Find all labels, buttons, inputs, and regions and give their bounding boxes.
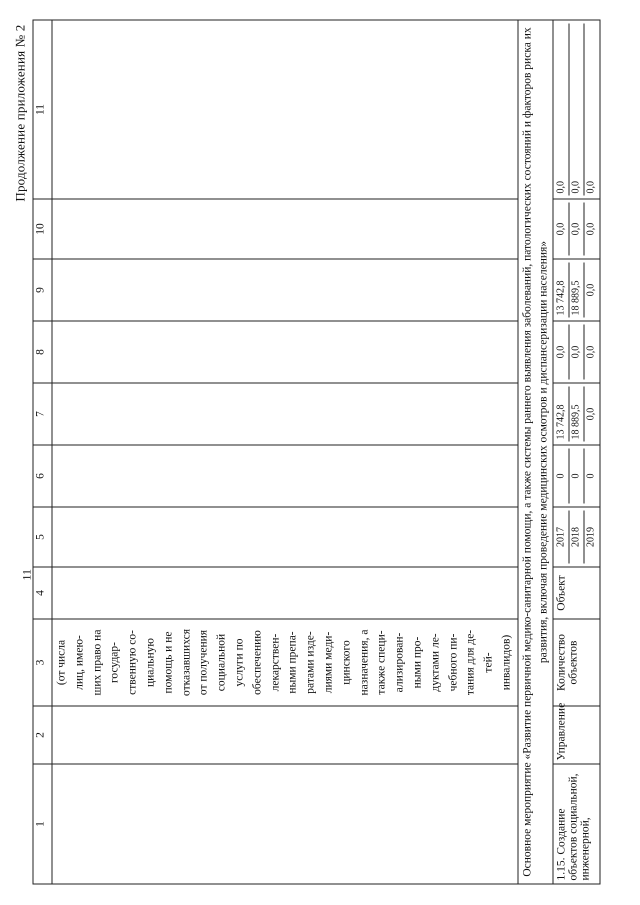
row-1-15-executor: Управление <box>553 706 600 764</box>
cell-3-line: ными про- <box>411 636 424 689</box>
row-1-15-years <box>553 507 600 567</box>
cell-6 <box>52 445 518 507</box>
cell-3-line: ственную со- <box>126 630 139 695</box>
section-title-row <box>518 20 553 884</box>
col6-2019: 0 <box>585 473 597 479</box>
cell-3-line: тей- <box>482 652 495 673</box>
col-num-8: 8 <box>33 321 52 383</box>
cell-3-line: чебного пи- <box>447 633 460 692</box>
row-1-15-col6 <box>553 445 600 507</box>
col9-2019: 0,0 <box>585 283 597 297</box>
col10-2017: 0,0 <box>554 203 569 256</box>
row-1-15-name: 1.15. Создание объектов социальной, инженерной, <box>553 764 600 884</box>
col-num-2: 2 <box>33 706 52 764</box>
col-num-6: 6 <box>33 445 52 507</box>
col8-2019: 0,0 <box>585 345 597 359</box>
col7-2019: 0,0 <box>585 407 597 421</box>
cell-3-line: инвалидов) <box>500 634 513 691</box>
cell-3-line: (от числа <box>55 639 68 686</box>
cell-8 <box>52 321 518 383</box>
cell-3-line: также специ- <box>375 630 388 695</box>
rotated-page <box>13 21 628 885</box>
cell-3-line: назначения, а <box>358 629 371 696</box>
col11-2019: 0,0 <box>585 181 597 194</box>
row-1-15-col9 <box>553 259 600 321</box>
col8-2018: 0,0 <box>569 325 584 380</box>
cell-10 <box>52 199 518 259</box>
cell-3-line: дуктами ле- <box>429 633 442 692</box>
col-num-7: 7 <box>33 383 52 445</box>
row-1-15-col10 <box>553 199 600 259</box>
cell-3-line: ратами изде- <box>304 631 317 694</box>
col7-2017: 13 742,8 <box>554 387 569 442</box>
cell-3-line: лекарствен- <box>269 633 282 692</box>
cell-3-line: отказавшихся <box>180 628 193 697</box>
cell-3-line: от получения <box>197 629 210 696</box>
col9-2018: 18 889,5 <box>569 263 584 318</box>
cell-3-line: циальную <box>144 638 157 687</box>
cell-3-line: лиц, имею- <box>73 635 86 690</box>
row-1-15-col7 <box>553 383 600 445</box>
cell-11 <box>52 20 518 199</box>
col9-2017: 13 742,8 <box>554 263 569 318</box>
cell-3-line: ализирован- <box>393 632 406 693</box>
cell-3-line: ными препа- <box>286 631 299 694</box>
col-num-5: 11 5 <box>33 507 52 567</box>
cell-1 <box>52 764 518 884</box>
cell-3-line: социальной <box>215 633 228 692</box>
col-num-1: 1 <box>33 764 52 884</box>
cell-5 <box>52 507 518 567</box>
col11-2018: 0,0 <box>569 24 584 196</box>
section-title: Основное мероприятие «Развитие первичной медико-санитарной помощи, а также системы раннего выявления заболеваний, патологических состояний и факторов риска их развития, включая проведение медицинских осмотров и диспансеризации населения» <box>518 20 553 884</box>
row-1-15-col8 <box>553 321 600 383</box>
col-num-3: 3 <box>33 619 52 706</box>
col8-2017: 0,0 <box>554 325 569 380</box>
header-mark: 11 <box>19 568 34 581</box>
col-num-4: 4 <box>33 567 52 619</box>
col10-2018: 0,0 <box>569 203 584 256</box>
cell-3-line: обеспечению <box>251 630 264 695</box>
year-2017: 2017 <box>554 511 569 564</box>
cell-3-line: государ- <box>108 642 121 683</box>
cell-3-line: лиями меди- <box>322 631 335 694</box>
cell-3-line: помощь и не <box>162 631 175 694</box>
continued-row <box>52 20 518 884</box>
col7-2018: 18 889,5 <box>569 387 584 442</box>
cell-3-text <box>52 619 518 706</box>
cell-4 <box>52 567 518 619</box>
col6-2018: 0 <box>569 449 584 504</box>
continuation-label: Продолжение приложения № 2 <box>12 24 28 202</box>
cell-3-line: ших право на <box>91 629 104 696</box>
col-num-9: 9 <box>33 259 52 321</box>
row-1-15 <box>553 20 600 884</box>
col-num-11: 11 <box>33 20 52 199</box>
row-1-15-col11 <box>553 20 600 199</box>
cell-9 <box>52 259 518 321</box>
row-1-15-unit: Объект <box>553 567 600 619</box>
col-num-10: 10 <box>33 199 52 259</box>
col10-2019: 0,0 <box>585 222 597 236</box>
cell-3-line: тания для де- <box>464 629 477 696</box>
row-1-15-indicator: Количество объектов <box>553 619 600 706</box>
header-numbers-row <box>33 20 52 884</box>
cell-3-line: цинского <box>340 640 353 685</box>
col6-2017: 0 <box>554 449 569 504</box>
cell-7 <box>52 383 518 445</box>
cell-2 <box>52 706 518 764</box>
year-2018: 2018 <box>569 511 584 564</box>
year-2019: 2019 <box>585 527 597 547</box>
col11-2017: 0,0 <box>554 24 569 196</box>
cell-3-line: услуги по <box>233 638 246 687</box>
